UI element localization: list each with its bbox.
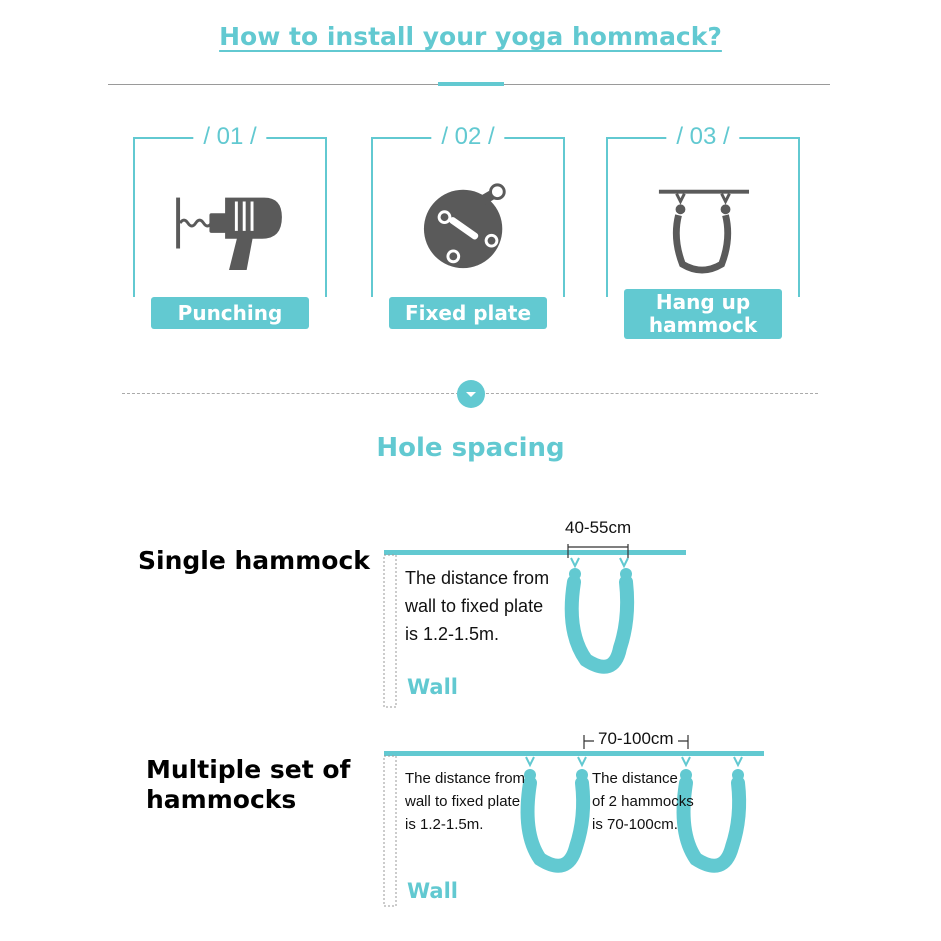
- multiple-note-hammocks: [592, 767, 694, 836]
- step-label: [624, 289, 782, 339]
- drill-icon: [135, 169, 325, 281]
- step-label: Punching: [151, 297, 309, 329]
- step-label-line: Hang up: [655, 290, 751, 314]
- heading-line: hammocks: [146, 785, 297, 814]
- step-label: Fixed plate: [389, 297, 547, 329]
- step-number: / 01 /: [193, 123, 266, 151]
- step-fixed-plate: [371, 123, 565, 325]
- multiple-wall-label: Wall: [407, 879, 458, 903]
- single-wall-label: Wall: [407, 675, 458, 699]
- single-spacing-label: 40-55cm: [565, 518, 632, 537]
- section-title: Hole spacing: [376, 433, 565, 463]
- note-line: of 2 hammocks: [592, 793, 694, 810]
- step-punching: [133, 123, 327, 325]
- step-number: / 02 /: [431, 123, 504, 151]
- multiple-note-wall: [405, 767, 525, 836]
- chevron-down-icon: [457, 380, 485, 408]
- fixed-plate-icon: [373, 169, 563, 281]
- note-line: is 1.2-1.5m.: [405, 816, 484, 833]
- note-line: wall to fixed plate: [405, 596, 544, 616]
- note-line: wall to fixed plate: [405, 793, 521, 810]
- step-number: / 03 /: [666, 123, 739, 151]
- note-line: The distance from: [405, 770, 526, 787]
- hammock-icon: [608, 169, 798, 281]
- multiple-spacing-label: 70-100cm: [598, 729, 674, 748]
- single-note: [405, 564, 549, 648]
- note-line: The distance: [592, 770, 678, 787]
- single-hammock-heading: Single hammock: [138, 546, 370, 575]
- multiple-hammock-heading: [146, 755, 350, 815]
- step-label-line: hammock: [648, 313, 758, 337]
- header-divider-accent: [438, 82, 504, 86]
- note-line: is 1.2-1.5m.: [405, 624, 500, 644]
- note-line: The distance from: [405, 568, 550, 588]
- heading-line: Multiple set of: [146, 755, 351, 784]
- step-hang-up-hammock: [606, 123, 800, 337]
- page-title: How to install your yoga hommack?: [219, 22, 722, 51]
- note-line: is 70-100cm.: [592, 816, 678, 833]
